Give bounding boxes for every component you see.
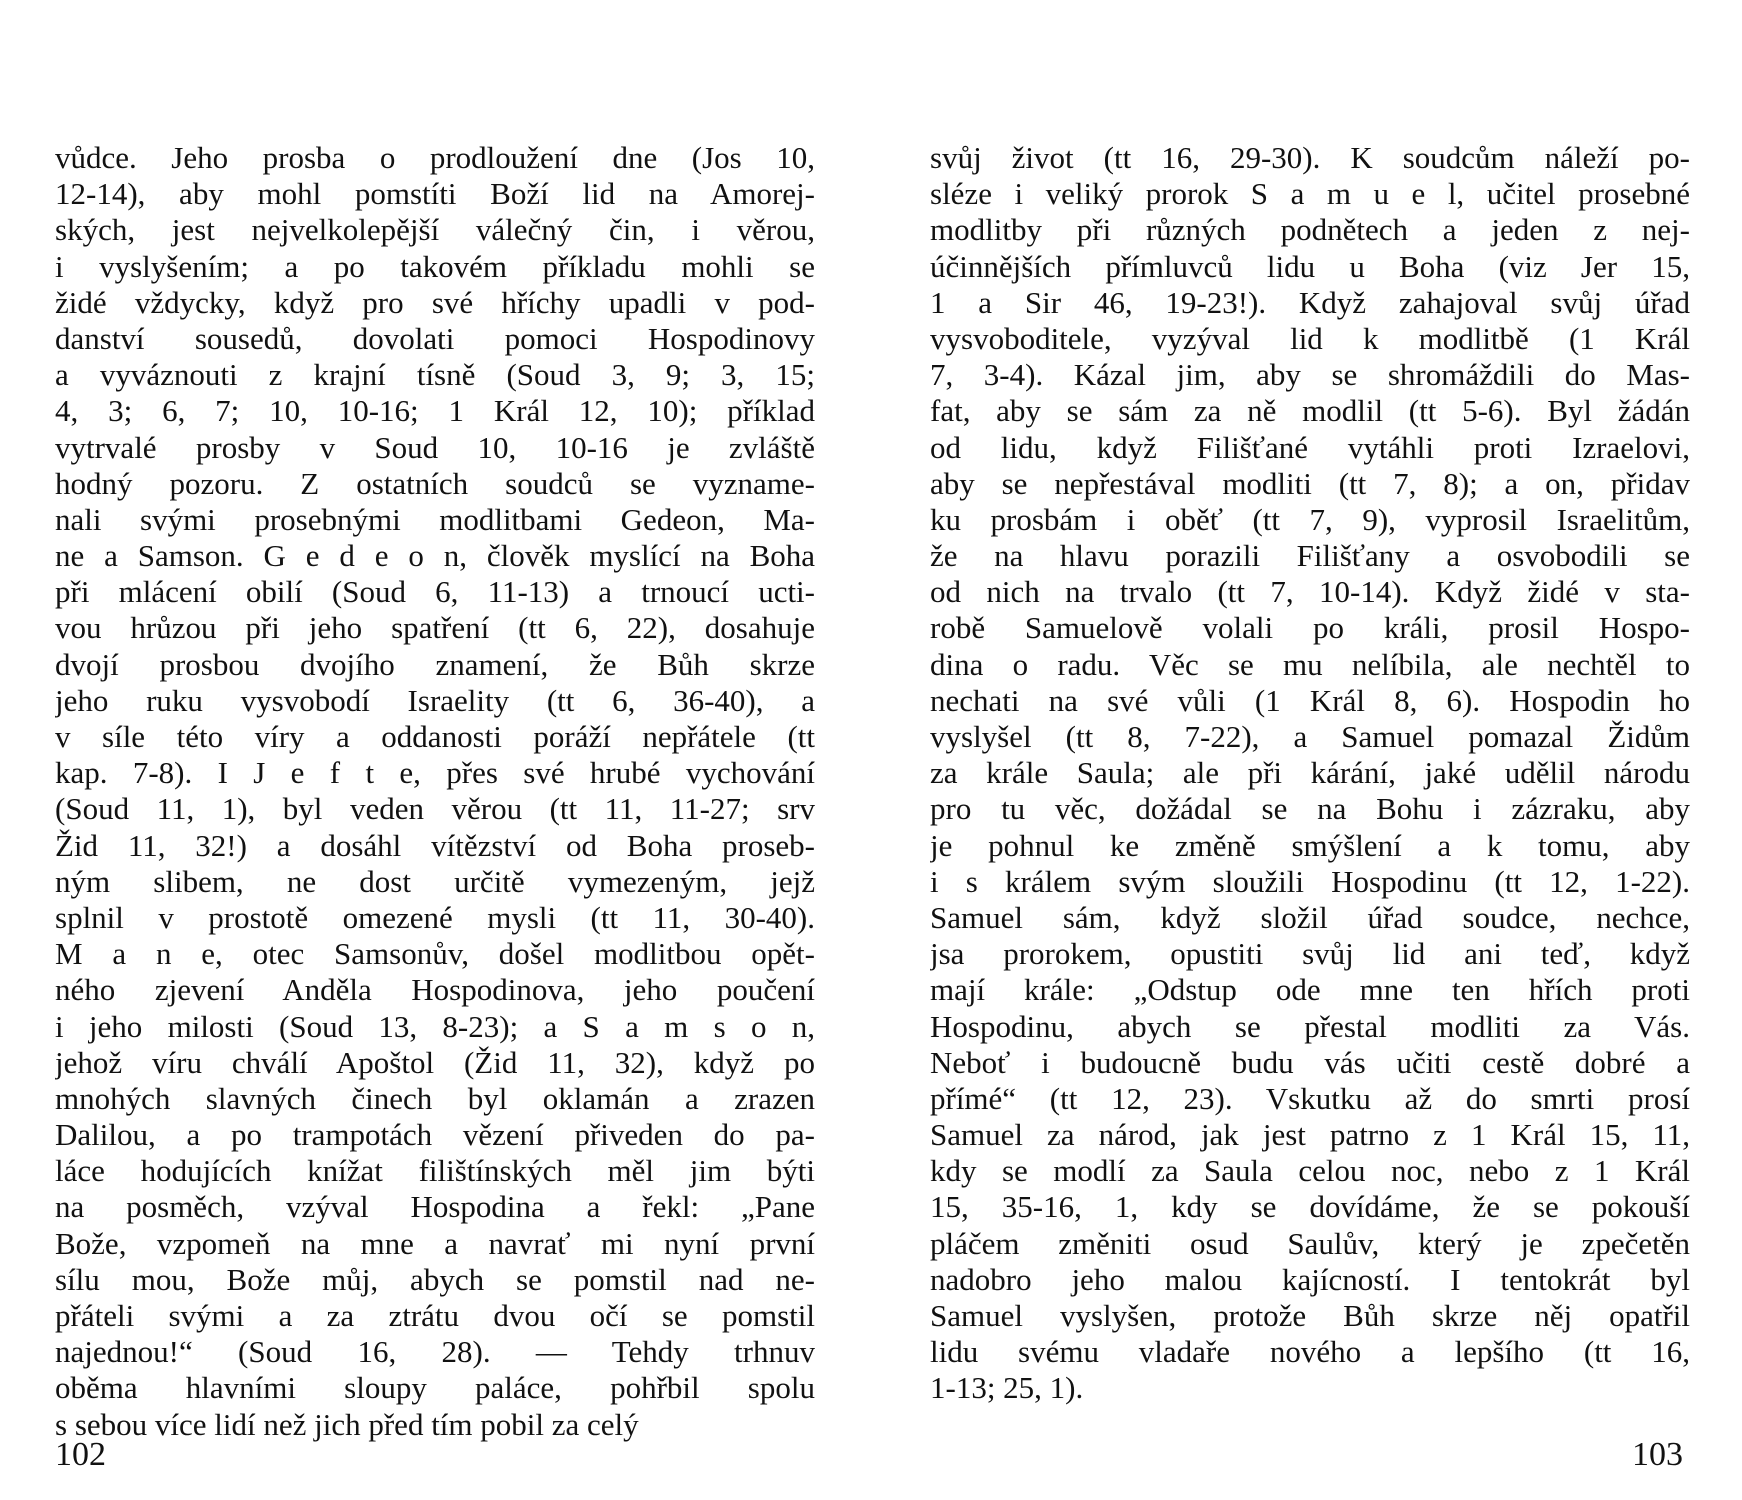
- text-line: od lidu, když Filišťané vytáhli proti Izraelovi,: [930, 429, 1690, 465]
- text-line: Samuel sám, když složil úřad soudce, nechce,: [930, 899, 1690, 935]
- text-line: v síle této víry a oddanosti poráží nepřátele (tt: [55, 719, 815, 754]
- text-line: účinnějších přímluvců lidu u Boha (viz Jer 15,: [930, 248, 1690, 284]
- text-line: sílu mou, Bože můj, abych se pomstil nad ne-: [55, 1261, 815, 1297]
- text-line: i s králem svým sloužili Hospodinu (tt 12, 1-22).: [930, 863, 1690, 899]
- page-number-right: 103: [1632, 1436, 1683, 1473]
- text-line: svůj život (tt 16, 29-30). K soudcům náleží po-: [930, 140, 1690, 175]
- text-line: 1-13; 25, 1).: [930, 1370, 1084, 1406]
- text-line: od nich na trvalo (tt 7, 10-14). Když židé v sta-: [930, 574, 1690, 610]
- text-line: jsa prorokem, opustiti svůj lid ani teď, když: [930, 936, 1690, 972]
- text-line: vyslyšel (tt 8, 7-22), a Samuel pomazal Židům: [930, 719, 1690, 754]
- text-line: Samuel za národ, jak jest patrno z 1 Král 15, 11,: [930, 1117, 1690, 1153]
- text-line: najednou!“ (Soud 16, 28). — Tehdy trhnuv: [55, 1334, 815, 1370]
- page-number-left: 102: [55, 1436, 106, 1473]
- text-line: vytrvalé prosby v Soud 10, 10-16 je zvláště: [55, 429, 815, 465]
- text-line: hodný pozoru. Z ostatních soudců se vyzname-: [55, 465, 815, 501]
- text-line: přímé“ (tt 12, 23). Vskutku až do smrti prosí: [930, 1080, 1690, 1116]
- text-line: mají krále: „Odstup ode mne ten hřích proti: [930, 972, 1690, 1008]
- text-line: přáteli svými a za ztrátu dvou očí se pomstil: [55, 1298, 815, 1333]
- text-line: ku prosbám i oběť (tt 7, 9), vyprosil Israelitům,: [930, 501, 1690, 537]
- text-line: nadobro jeho malou kajícností. I tentokrát byl: [930, 1261, 1690, 1297]
- text-line: modlitby při různých podnětech a jeden z nej-: [930, 212, 1690, 248]
- text-line: vůdce. Jeho prosba o prodloužení dne (Jos 10,: [55, 140, 815, 175]
- text-line: aby se nepřestával modliti (tt 7, 8); a on, přidav: [930, 465, 1690, 501]
- text-line: splnil v prostotě omezené mysli (tt 11, 30-40).: [55, 899, 815, 935]
- text-line: vysvoboditele, vyzýval lid k modlitbě (1 Král: [930, 320, 1690, 356]
- text-line: na posměch, vzýval Hospodina a řekl: „Pane: [55, 1189, 815, 1225]
- text-line: sléze i veliký prorok S a m u e l, učitel prosebné: [930, 176, 1690, 212]
- text-line: kap. 7-8). I J e f t e, přes své hrubé vychování: [55, 755, 815, 791]
- text-line: že na hlavu porazili Filišťany a osvobodili se: [930, 538, 1690, 574]
- text-line: i jeho milosti (Soud 13, 8-23); a S a m s o n,: [55, 1008, 815, 1044]
- text-line: nali svými prosebnými modlitbami Gedeon, Ma-: [55, 501, 815, 537]
- text-line: 15, 35-16, 1, kdy se dovídáme, že se pokouší: [930, 1189, 1690, 1225]
- text-line: 1 a Sir 46, 19-23!). Když zahajoval svůj úřad: [930, 284, 1690, 320]
- text-line: ne a Samson. G e d e o n, člověk myslící na Boha: [55, 538, 815, 574]
- text-line: při mlácení obilí (Soud 6, 11-13) a trnoucí ucti-: [55, 574, 815, 610]
- text-line: i vyslyšením; a po takovém příkladu mohli se: [55, 248, 815, 284]
- text-line: M a n e, otec Samsonův, došel modlitbou opět-: [55, 936, 815, 972]
- text-line: Žid 11, 32!) a dosáhl vítězství od Boha proseb-: [55, 827, 815, 863]
- text-line: za krále Saula; ale při kárání, jaké udělil národu: [930, 755, 1690, 791]
- text-line: (Soud 11, 1), byl veden věrou (tt 11, 11-27; srv: [55, 791, 815, 827]
- text-line: jehož víru chválí Apoštol (Žid 11, 32), když po: [55, 1044, 815, 1080]
- text-line: vou hrůzou při jeho spatření (tt 6, 22), dosahuje: [55, 610, 815, 646]
- text-line: ným slibem, ne dost určitě vymezeným, jejž: [55, 863, 815, 899]
- text-line: Bože, vzpomeň na mne a navrať mi nyní první: [55, 1225, 815, 1261]
- text-line: ských, jest nejvelkolepější válečný čin, i věrou,: [55, 212, 815, 248]
- text-line: mnohých slavných činech byl oklamán a zrazen: [55, 1080, 815, 1116]
- text-line: dina o radu. Věc se mu nelíbila, ale nechtěl to: [930, 646, 1690, 682]
- text-line: s sebou více lidí než jich před tím pobil za celý: [55, 1406, 639, 1442]
- text-line: láce hodujících knížat filištínských měl jim býti: [55, 1153, 815, 1189]
- text-line: židé vždycky, když pro své hříchy upadli v pod-: [55, 284, 815, 320]
- text-line: je pohnul ke změně smýšlení a k tomu, aby: [930, 827, 1690, 863]
- text-line: fat, aby se sám za ně modlil (tt 5-6). Byl žádán: [930, 393, 1690, 429]
- text-line: nechati na své vůli (1 Král 8, 6). Hospodin ho: [930, 682, 1690, 718]
- text-line: a vyváznouti z krajní tísně (Soud 3, 9; 3, 15;: [55, 357, 815, 393]
- text-line: ného zjevení Anděla Hospodinova, jeho poučení: [55, 972, 815, 1008]
- text-line: pro tu věc, dožádal se na Bohu i zázraku, aby: [930, 791, 1690, 827]
- text-line: jeho ruku vysvobodí Israelity (tt 6, 36-40), a: [55, 682, 815, 718]
- right-page-text: [930, 140, 1690, 1407]
- text-line: lidu svému vladaře nového a lepšího (tt 16,: [930, 1334, 1690, 1370]
- text-line: dvojí prosbou dvojího znamení, že Bůh skrze: [55, 646, 815, 682]
- text-line: Dalilou, a po trampotách vězení přiveden do pa-: [55, 1117, 815, 1153]
- text-line: oběma hlavními sloupy paláce, pohřbil spolu: [55, 1370, 815, 1406]
- text-line: kdy se modlí za Saula celou noc, nebo z 1 Král: [930, 1153, 1690, 1189]
- text-line: 12-14), aby mohl pomstíti Boží lid na Amorej-: [55, 176, 815, 212]
- left-page-text: [55, 140, 815, 1443]
- text-line: Samuel vyslyšen, protože Bůh skrze něj opatřil: [930, 1298, 1690, 1333]
- text-line: Hospodinu, abych se přestal modliti za Vás.: [930, 1008, 1690, 1044]
- text-line: robě Samuelově volali po králi, prosil Hospo-: [930, 610, 1690, 646]
- text-line: pláčem změniti osud Saulův, který je zpečetěn: [930, 1225, 1690, 1261]
- text-line: danství sousedů, dovolati pomoci Hospodinovy: [55, 320, 815, 356]
- text-line: 7, 3-4). Kázal jim, aby se shromáždili do Mas-: [930, 357, 1690, 393]
- text-line: 4, 3; 6, 7; 10, 10-16; 1 Král 12, 10); příklad: [55, 393, 815, 429]
- text-line: Neboť i budoucně budu vás učiti cestě dobré a: [930, 1044, 1690, 1080]
